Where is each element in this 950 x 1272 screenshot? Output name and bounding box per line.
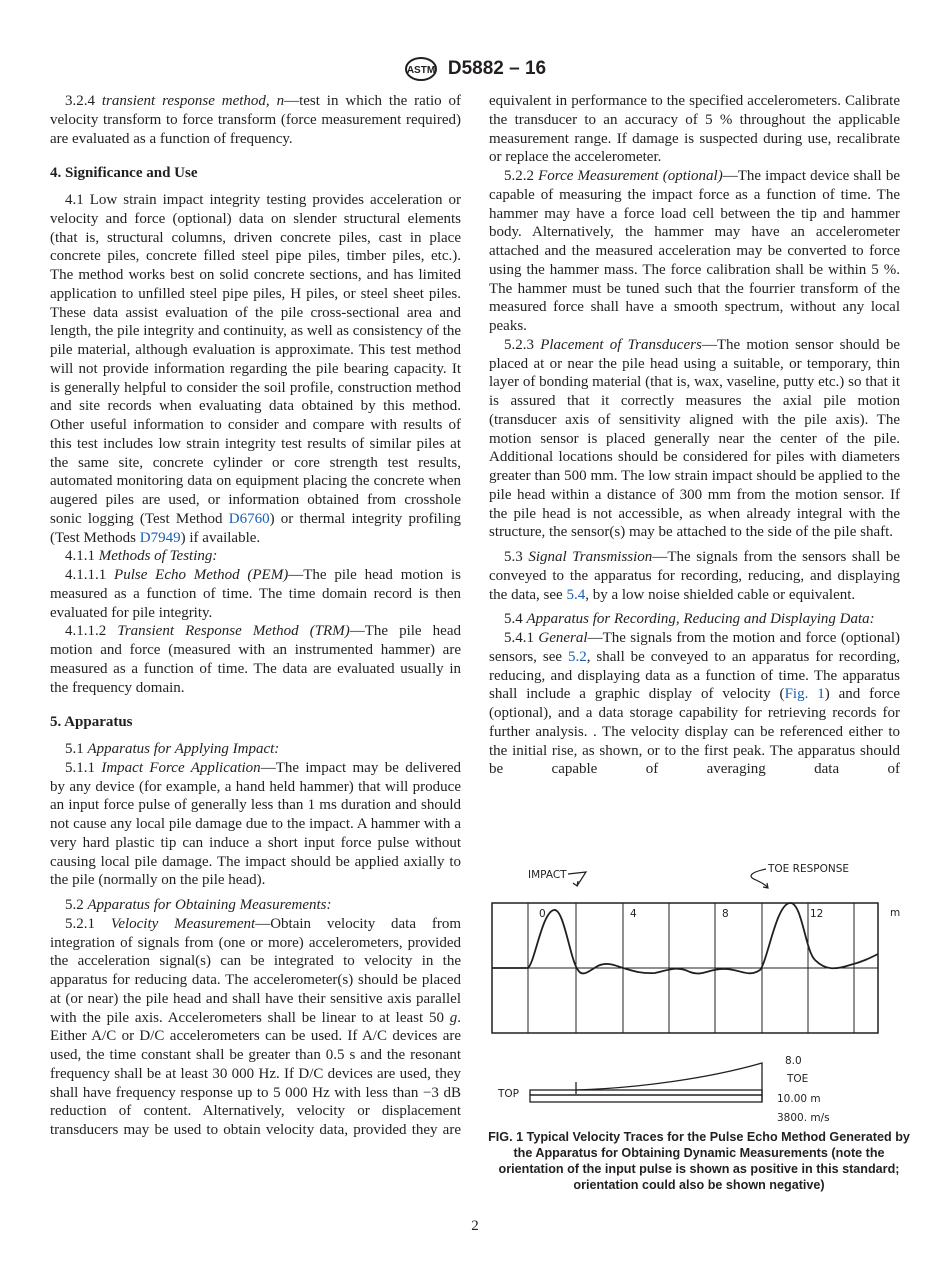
text-run: ) and force (optional), and a data storage capability for retrieving records for further analysis. . The velocity display can be referenced either to the initial rise, as shown, or to the first peak. The apparatus should be capable of averaging data of bbox=[489, 686, 900, 778]
text-run: —test in which the ratio of velocity transform to force transform (force measurement required) are evaluated as a function of frequency. bbox=[50, 93, 461, 147]
italic-term: Transient Response Method (TRM) bbox=[117, 623, 350, 640]
toe-arrow-icon bbox=[751, 869, 768, 888]
svg-text:ASTM: ASTM bbox=[406, 65, 436, 76]
x-tick-8: 8 bbox=[722, 908, 729, 920]
text-run: 5.2.3 bbox=[504, 336, 541, 353]
reference-link[interactable]: Fig. 1 bbox=[784, 686, 825, 703]
top-label: TOP bbox=[498, 1088, 520, 1100]
reference-link[interactable]: 5.2 bbox=[567, 648, 587, 665]
right-column bbox=[489, 92, 900, 779]
reference-link[interactable]: 5.4 bbox=[566, 586, 586, 603]
toe-response-label: TOE RESPONSE bbox=[768, 863, 849, 875]
text-run: 5.1 bbox=[65, 741, 88, 757]
italic-term: g bbox=[449, 1009, 458, 1026]
astm-logo-icon bbox=[404, 56, 438, 82]
text-run: —The signals from the sensors shall be conveyed to the apparatus for recording, reducing, and displaying the data, see bbox=[489, 549, 900, 603]
paragraph bbox=[50, 191, 461, 547]
paragraph bbox=[50, 92, 461, 148]
text-run: 5.4.1 bbox=[504, 630, 539, 646]
paragraph bbox=[50, 622, 461, 697]
text-run: 4.1.1.1 bbox=[65, 567, 115, 583]
profile-value-label: 8.0 bbox=[785, 1055, 802, 1067]
impact-label: IMPACT bbox=[528, 869, 567, 881]
italic-term: Impact Force Application bbox=[101, 759, 261, 776]
italic-term: Apparatus for Recording, Reducing and Displaying Data: bbox=[526, 611, 875, 628]
paragraph bbox=[489, 336, 900, 542]
italic-term: Force Measurement (optional) bbox=[538, 168, 723, 184]
text-run: —Obtain velocity data from integration of signals from (one or more) accelerometers, provided the acceleration signal(s) can be integrated to velocity in the apparatus for reducing data. The accelerometer(s) should be placed at (or near) the pile head and shall have their sensitive axis parallel with the pile axis. Accelerometers shall be linear to at least 50 bbox=[50, 915, 461, 1026]
text-run: 5.1.1 bbox=[65, 759, 102, 776]
italic-term: General bbox=[538, 630, 588, 646]
reference-link[interactable]: D6760 bbox=[228, 510, 270, 527]
text-run: 4. Significance and Use bbox=[50, 165, 198, 182]
text-run: 4.1.1 bbox=[65, 548, 99, 565]
paragraph bbox=[489, 610, 900, 629]
paragraph bbox=[489, 629, 900, 779]
x-tick-0: 0 bbox=[539, 908, 546, 920]
figure-caption: FIG. 1 Typical Velocity Traces for the Pulse Echo Method Generated by the Apparatus for Obtaining Dynamic Measurements (note the orientation of the input pulse is shown as positive in this standard; orientation could also be shown negative) bbox=[488, 1130, 910, 1192]
page-number: 2 bbox=[471, 1218, 479, 1234]
toe-label: TOE bbox=[787, 1073, 809, 1085]
document-id: D5882 – 16 bbox=[447, 58, 547, 79]
x-unit-label: m bbox=[890, 907, 901, 919]
paragraph bbox=[50, 740, 461, 759]
italic-term: Apparatus for Applying Impact: bbox=[87, 741, 280, 757]
text-run: 4.1.1.2 bbox=[65, 623, 118, 640]
wave-speed-label: 3800. m/s bbox=[777, 1112, 830, 1124]
x-tick-12: 12 bbox=[810, 908, 824, 920]
text-run: ) or thermal integrity profiling (Test Methods bbox=[50, 510, 461, 546]
text-run: —The pile head motion and force (measured with an instrumented hammer) are measured as a function of time. The data are evaluated usually in the frequency domain. bbox=[50, 623, 461, 696]
text-run: 5.2.1 bbox=[65, 915, 111, 932]
paragraph bbox=[50, 759, 461, 890]
italic-term: Apparatus for Obtaining Measurements: bbox=[87, 897, 332, 913]
section-heading bbox=[50, 164, 461, 183]
text-run: —The impact device shall be capable of measuring the impact force as a function of time. The hammer may have a force load cell between the tip and hammer body. Alternatively, the hammer may have an accelerometer attached and the measured acceleration may be converted to force using the hammer mass. The force calibration shall be within 5 %. The hammer must be tuned such that the fourrier transform of the measured force shall have a smooth spectrum, without any local peaks. bbox=[489, 168, 900, 334]
text-run: —The motion sensor should be placed at or near the pile head using a suitable, or temporary, thin layer of bonding material (that is, wax, vaseline, putty etc.) so that it is assured that it correctly measures the axial pile motion (transducer axis of sensitivity aligned with the pile axis). The motion sensor is placed generally near the center of the pile. Additional locations should be considered for piles with diameters greater than 500 mm. The low strain impact should be applied to the pile head within a distance of 300 mm from the motion sensor. If the pile head is not accessible, as when already integral with the structure, the sensor(s) may be attached to the side of the pile shaft. bbox=[489, 336, 900, 541]
pile-length-label: 10.00 m bbox=[777, 1093, 821, 1105]
italic-term: Velocity Measurement bbox=[110, 915, 256, 932]
text-run: —The pile head motion is measured as a function of time. The time domain record is then evaluated for pile integrity. bbox=[50, 567, 462, 621]
text-run: , by a low noise shielded cable or equivalent. bbox=[585, 586, 856, 603]
pile-profile bbox=[530, 1063, 762, 1102]
paragraph bbox=[489, 167, 900, 336]
paragraph bbox=[489, 92, 900, 167]
left-column bbox=[50, 92, 461, 1140]
text-run: ) if available. bbox=[180, 529, 261, 546]
italic-term: Pulse Echo Method (PEM) bbox=[114, 567, 289, 583]
text-run: 4.1 Low strain impact integrity testing provides acceleration or velocity and force (optional) data on slender structural elements (that is, structural columns, driven concrete piles, cast in place concrete piles, concrete filled steel pipe piles, timber piles, etc.). The method works best on solid concrete sections, and has limited application to unfilled steel pipe piles, H piles, or steel sheet piles. These data assist evaluation of the pile cross-sectional area and length, the pile integrity and continuity, as well as consistency of the pile material, although evaluation is approximate. This test method will not provide information regarding the pile bearing capacity. It is generally helpful to consider the soil profile, construction method and site records when evaluating data obtained by this method. Other useful information to consider and compare with results of this test includes low strain integrity test results of similar piles at the same site, concrete cylinder or core strength test results, automated monitoring data on equipment placing the concrete when augered piles are used, or information obtained from crosshole sonic logging (Test Method bbox=[50, 192, 462, 527]
text-run: 3.2.4 bbox=[65, 93, 102, 109]
text-run: 5.4 bbox=[504, 611, 527, 628]
text-run: , shall be conveyed to an apparatus for recording, reducing, and displaying data as a function of time. The apparatus shall include a graphic display of velocity ( bbox=[489, 648, 900, 703]
page-header bbox=[0, 56, 950, 82]
paragraph bbox=[50, 547, 461, 566]
italic-term: Placement of Transducers bbox=[540, 336, 702, 353]
x-tick-4: 4 bbox=[630, 908, 637, 920]
text-run: 5.3 bbox=[504, 549, 529, 565]
text-run: equivalent in performance to the specified accelerometers. Calibrate the transducer to an accuracy of 5 % throughout the applicable measurement range. If damage is suspected during use, recalibrate or replace the accelerometer. bbox=[489, 93, 900, 166]
text-run: 5.2.2 bbox=[504, 168, 539, 184]
italic-term: Methods of Testing: bbox=[98, 548, 218, 565]
italic-term: transient response method, n bbox=[101, 93, 285, 109]
reference-link[interactable]: D7949 bbox=[139, 529, 181, 546]
italic-term: Signal Transmission bbox=[528, 549, 653, 565]
section-heading bbox=[50, 713, 461, 732]
paragraph bbox=[489, 548, 900, 604]
paragraph bbox=[50, 915, 461, 1140]
paragraph bbox=[50, 896, 461, 915]
impact-arrow-icon bbox=[568, 872, 586, 886]
text-run: —The signals from the motion and force (optional) sensors, see bbox=[489, 630, 900, 665]
text-run: —The impact may be delivered by any device (for example, a hand held hammer) that will produce an input force pulse of generally less than 1 ms duration and should not cause any local pile damage due to the impact. A hammer with a very hard plastic tip can induce a short input force pulse without causing local pile damage. The impact should be applied axially to the pile (normally on the pile head). bbox=[50, 759, 461, 889]
text-run: 5. Apparatus bbox=[50, 714, 133, 731]
text-run: 5.2 bbox=[65, 897, 88, 913]
paragraph bbox=[50, 566, 461, 622]
trace-grid bbox=[492, 903, 878, 1033]
text-run: . Either A/C or D/C accelerometers can be used. If A/C devices are used, the time constant shall be greater than 0.5 s and the resonant frequency shall be at least 30 000 Hz. If D/C devices are used, they shall have frequency response up to 5 000 Hz with less than −3 dB reduction of content. Alternatively, velocity or displacement transducers may be used to obtain velocity data, provided they are bbox=[50, 1009, 461, 1138]
